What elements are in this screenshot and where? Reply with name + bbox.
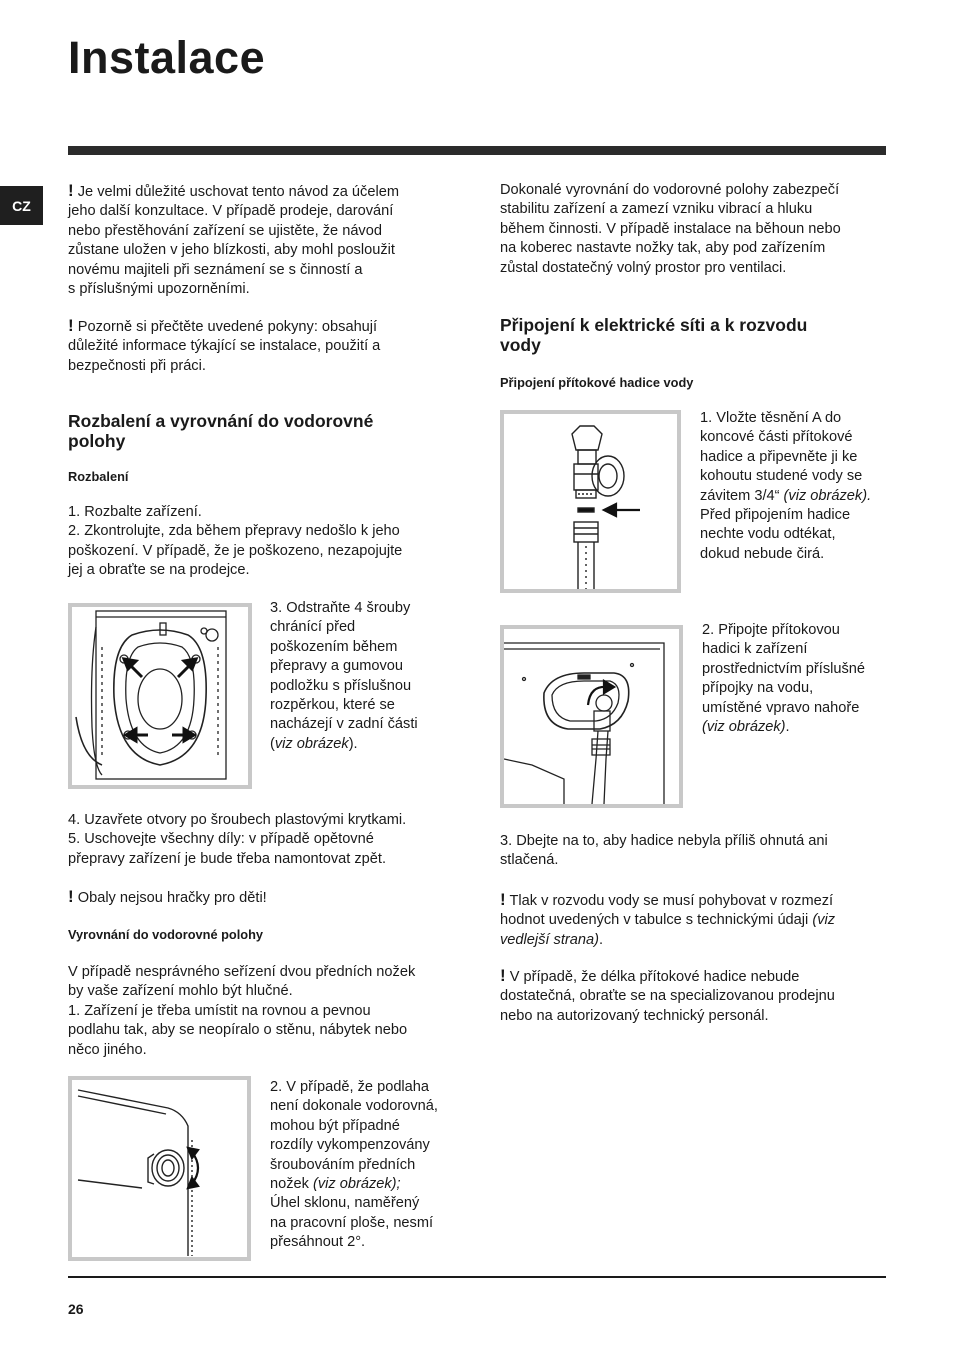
note-packaging: ! Obaly nejsou hračky pro děti!: [68, 887, 267, 906]
note-keep-manual: ! Je velmi důležité uschovat tento návod za účelem jeho další konzultace. V případě prodeje, darování nebo přestěhování zařízení se ujistěte, že návod zůstane uložen v jeho blízkosti, aby mohl posloužit novému majiteli při seznámení se s činností a s příslušnými upozorněními.: [68, 181, 399, 298]
page-number: 26: [68, 1301, 84, 1317]
hose-connection-illustration: [504, 629, 679, 804]
leveling-text: V případě nesprávného seřízení dvou předních nožek by vaše zařízení mohlo být hlučné. 1. Zařízení je třeba umístit na rovnou a pevnou podlahu tak, aby se neopíralo o stěnu, nábytek nebo něco jiného.: [68, 964, 416, 1058]
note-water-pressure: ! Tlak v rozvodu vody se musí pohybovat v rozmezí hodnot uvedených v tabulce s technickými údaji (viz vedlejší strana).: [500, 890, 836, 948]
bottom-divider: [68, 1276, 886, 1278]
warning-mark: !: [500, 966, 506, 985]
warning-mark: !: [68, 887, 74, 906]
figure-hose-connection: [500, 625, 683, 808]
washer-back-screws-illustration: [72, 607, 248, 785]
section-heading-connection: Připojení k elektrické síti a k rozvodu vody: [500, 315, 808, 355]
subheading-leveling: Vyrovnání do vodorovné polohy: [68, 927, 264, 942]
warning-mark: !: [68, 181, 74, 200]
inlet-step-3: 3. Dbejte na to, aby hadice nebyla příliš ohnutá ani stlačená.: [500, 833, 828, 869]
page-title: Instalace: [68, 32, 266, 83]
subheading-inlet-hose: Připojení přítokové hadice vody: [500, 375, 694, 390]
adjustable-foot-illustration: [72, 1080, 247, 1257]
unpack-step-3: 3. Odstraňte 4 šrouby chránící před poškozením během přepravy a gumovou podložku s příslušnou rozpěrkou, které se nacházejí v zadní části (viz obrázek).: [270, 600, 418, 752]
top-divider: [68, 146, 886, 155]
tap-hose-seal-illustration: [504, 414, 677, 589]
unpack-steps: 1. Rozbalte zařízení. 2. Zkontrolujte, zda během přepravy nedošlo k jeho poškození. V případě, že je poškozeno, nezapojujte jej a obraťte se na prodejce.: [68, 504, 403, 579]
inlet-step-2: 2. Připojte přítokovou hadici k zařízení prostřednictvím příslušné přípojky na vodu, umístěné vpravo nahoře (viz obrázek).: [702, 622, 866, 736]
warning-mark: !: [500, 890, 506, 909]
figure-adjustable-foot: [68, 1076, 251, 1261]
language-tab: CZ: [0, 186, 43, 225]
section-heading-unpacking: Rozbalení a vyrovnání do vodorovné polohy: [68, 411, 374, 451]
figure-back-panel: [68, 603, 252, 789]
leveling-step-2: 2. V případě, že podlaha není dokonale vodorovná, mohou být případné rozdíly vykompenzovány šroubováním předních nožek (viz obrázek); Úhel sklonu, naměřený na pracovní ploše, nesmí přesáhnout 2°.: [270, 1079, 438, 1251]
subheading-unpacking: Rozbalení: [68, 469, 129, 484]
leveling-intro: Dokonalé vyrovnání do vodorovné polohy zabezpečí stabilitu zařízení a zamezí vzniku vibrací a hluku během činnosti. V případě instalace na běhoun nebo na koberec nastavte nožky tak, aby pod zařízením zůstal dostatečný volný prostor pro ventilaci.: [500, 182, 841, 276]
unpack-steps-4-5: 4. Uzavřete otvory po šroubech plastovými krytkami. 5. Uschovejte všechny díly: v případě opětovné přepravy zařízení je bude třeba namontovat zpět.: [68, 812, 407, 867]
note-read-instructions: ! Pozorně si přečtěte uvedené pokyny: obsahují důležité informace týkající se instalace, použití a bezpečnosti při práci.: [68, 316, 381, 374]
figure-tap-hose: [500, 410, 681, 593]
note-hose-length: ! V případě, že délka přítokové hadice nebude dostatečná, obraťte se na specializovanou prodejnu nebo na autorizovaný technický personál.: [500, 966, 835, 1024]
warning-mark: !: [68, 316, 74, 335]
inlet-step-1: 1. Vložte těsnění A do koncové části přítokové hadice a připevněte ji ke kohoutu studené vody se závitem 3/4“ (viz obrázek). Před připojením hadice nechte vodu odtékat, dokud nebude čirá.: [700, 410, 872, 562]
